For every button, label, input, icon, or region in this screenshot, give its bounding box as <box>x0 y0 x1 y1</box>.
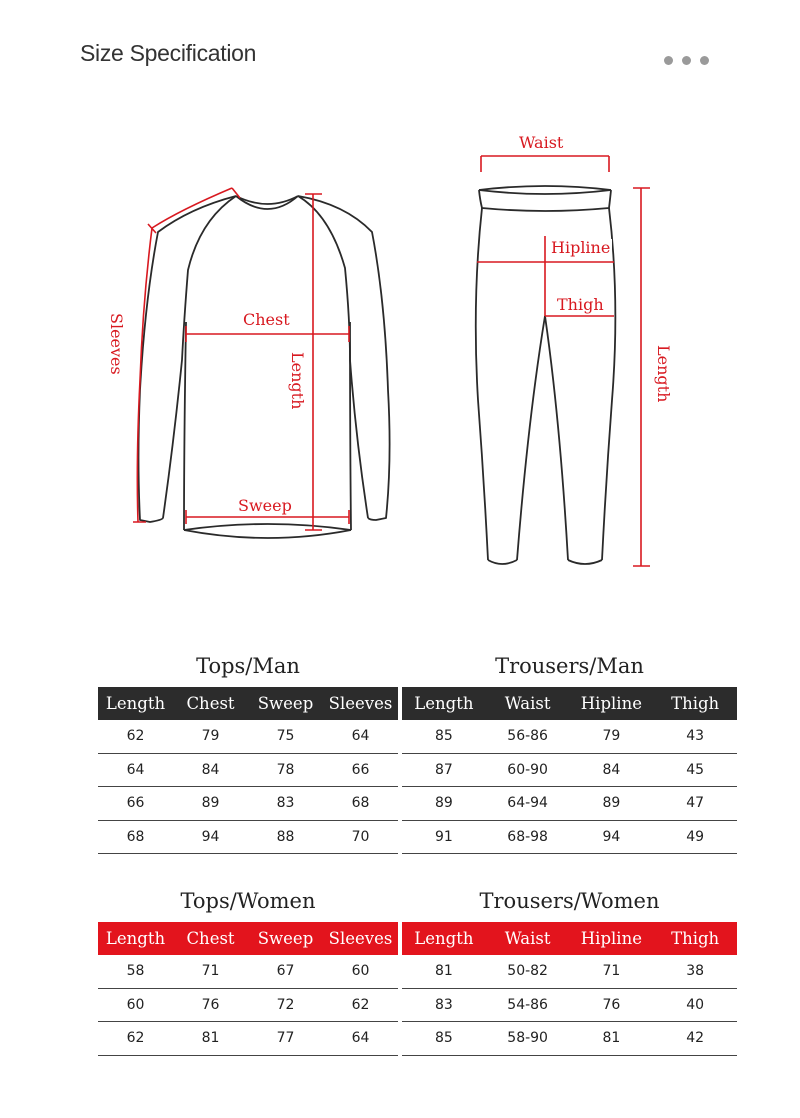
tops-man-table <box>98 651 398 854</box>
table-cell: 49 <box>686 828 705 845</box>
table-cell: 56-86 <box>507 728 548 745</box>
table-cell: 66 <box>351 761 370 778</box>
pants-length-label: Length <box>654 345 673 403</box>
table-cell: 78 <box>276 761 295 778</box>
table-row <box>402 989 737 1023</box>
table-cell: 71 <box>201 963 220 980</box>
table-cell: 62 <box>126 1030 145 1047</box>
column-header: Hipline <box>580 694 642 713</box>
table-cell: 91 <box>434 828 453 845</box>
table-cell: 50-82 <box>507 963 548 980</box>
table-row <box>402 787 737 821</box>
column-header: Thigh <box>671 694 720 713</box>
sleeves-label: Sleeves <box>107 313 126 375</box>
table-cell: 45 <box>686 761 705 778</box>
column-header: Thigh <box>671 929 720 948</box>
table-title: Tops/Women <box>180 889 316 913</box>
column-header: Waist <box>504 929 551 948</box>
column-header: Sweep <box>257 929 314 948</box>
column-header: Length <box>414 694 474 713</box>
table-cell: 79 <box>602 728 621 745</box>
table-cell: 67 <box>276 963 295 980</box>
table-cell: 58-90 <box>507 1030 548 1047</box>
table-cell: 64 <box>351 1030 370 1047</box>
table-cell: 85 <box>434 728 453 745</box>
waist-label: Waist <box>519 133 564 152</box>
table-cell: 76 <box>201 996 220 1013</box>
table-row <box>402 821 737 855</box>
hipline-label: Hipline <box>551 238 611 257</box>
table-cell: 76 <box>602 996 621 1013</box>
table-cell: 60 <box>126 996 145 1013</box>
sweep-label: Sweep <box>238 496 292 515</box>
table-cell: 84 <box>602 761 621 778</box>
table-cell: 81 <box>434 963 453 980</box>
table-title: Tops/Man <box>196 654 300 678</box>
table-cell: 43 <box>686 728 705 745</box>
table-cell: 79 <box>201 728 220 745</box>
table-row <box>402 1022 737 1056</box>
table-row <box>98 955 398 989</box>
trousers-women-table <box>402 886 737 1056</box>
table-cell: 89 <box>602 795 621 812</box>
table-header <box>98 687 398 720</box>
table-cell: 58 <box>126 963 145 980</box>
table-cell: 85 <box>434 1030 453 1047</box>
table-row <box>402 754 737 788</box>
table-cell: 54-86 <box>507 996 548 1013</box>
table-cell: 81 <box>201 1030 220 1047</box>
column-header: Length <box>105 929 166 948</box>
table-cell: 68-98 <box>507 828 548 845</box>
table-row <box>98 787 398 821</box>
table-cell: 77 <box>276 1030 295 1047</box>
table-cell: 75 <box>276 728 295 745</box>
column-header: Sleeves <box>328 694 393 713</box>
table-cell: 88 <box>276 828 295 845</box>
table-title: Trousers/Man <box>495 654 644 678</box>
column-header: Sweep <box>257 694 314 713</box>
shirt-length-label: Length <box>288 352 307 410</box>
table-row <box>98 821 398 855</box>
table-cell: 72 <box>276 996 295 1013</box>
table-cell: 40 <box>686 996 705 1013</box>
table-cell: 64-94 <box>507 795 548 812</box>
table-cell: 89 <box>201 795 220 812</box>
measure-lines <box>133 156 650 566</box>
column-header: Length <box>105 694 166 713</box>
table-cell: 64 <box>126 761 145 778</box>
table-cell: 81 <box>602 1030 621 1047</box>
table-row <box>98 754 398 788</box>
table-cell: 94 <box>201 828 220 845</box>
thigh-label: Thigh <box>557 295 604 314</box>
tops-women-table <box>98 886 398 1056</box>
table-cell: 71 <box>602 963 621 980</box>
table-header <box>98 922 398 955</box>
table-row <box>98 1022 398 1056</box>
table-cell: 87 <box>434 761 453 778</box>
trousers-man-table <box>402 651 737 854</box>
table-cell: 62 <box>351 996 370 1013</box>
table-cell: 60 <box>351 963 370 980</box>
column-header: Chest <box>186 694 235 713</box>
column-header: Sleeves <box>328 929 393 948</box>
table-row <box>98 989 398 1023</box>
table-cell: 47 <box>686 795 705 812</box>
table-cell: 66 <box>126 795 145 812</box>
table-title: Trousers/Women <box>479 889 660 913</box>
table-row <box>402 955 737 989</box>
table-cell: 83 <box>276 795 295 812</box>
table-cell: 42 <box>686 1030 705 1047</box>
table-cell: 70 <box>351 828 370 845</box>
page-title: Size Specification <box>80 40 257 66</box>
table-cell: 62 <box>126 728 145 745</box>
table-cell: 84 <box>201 761 220 778</box>
table-cell: 60-90 <box>507 761 548 778</box>
table-cell: 83 <box>434 996 453 1013</box>
table-header <box>402 687 737 720</box>
table-cell: 68 <box>126 828 145 845</box>
column-header: Chest <box>186 929 235 948</box>
table-row <box>98 720 398 754</box>
shirt-outline <box>139 196 390 538</box>
column-header: Length <box>414 929 474 948</box>
table-cell: 64 <box>351 728 370 745</box>
table-row <box>402 720 737 754</box>
table-cell: 89 <box>434 795 453 812</box>
table-cell: 68 <box>351 795 370 812</box>
table-cell: 38 <box>686 963 705 980</box>
column-header: Waist <box>504 694 551 713</box>
chest-label: Chest <box>243 310 290 329</box>
table-header <box>402 922 737 955</box>
table-cell: 94 <box>602 828 621 845</box>
column-header: Hipline <box>580 929 642 948</box>
